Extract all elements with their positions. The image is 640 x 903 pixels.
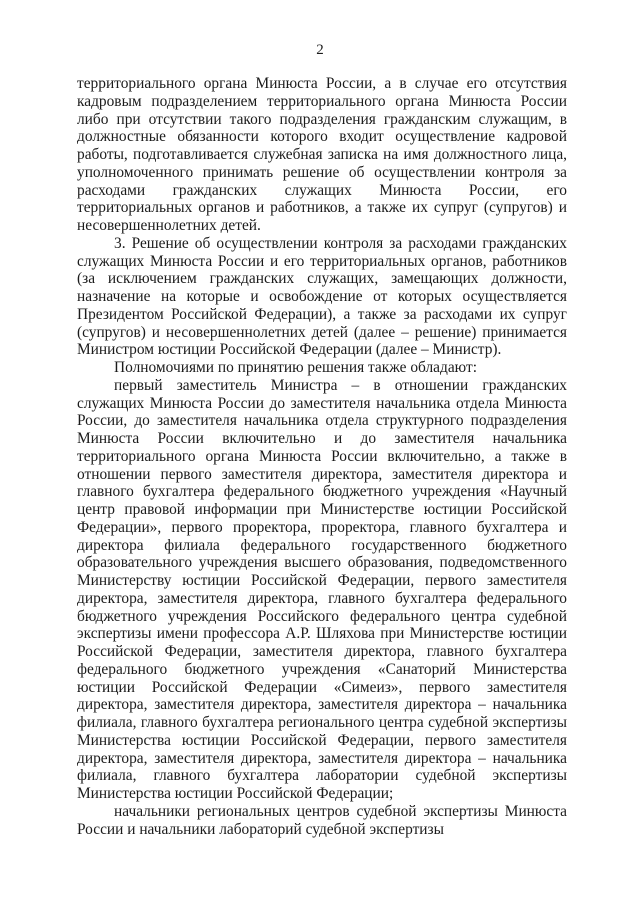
paragraph-first-deputy: первый заместитель Министра – в отношении гражданских служащих Минюста России до заместителя начальника отдела Минюста России, до заместителя начальника отдела структурного подразделения Минюста России включительно и до заместителя начальника территориального органа Минюста России включительно, а также в отношении первого заместителя директора, заместителя директора и главного бухгалтера федерального бюджетного учреждения «Научный центр правовой информации при Министерстве юстиции Российской Федерации», первого проректора, проректора, главного бухгалтера и директора филиала федерального государственного бюджетного образовательного учреждения высшего образования, подведомственного Министерству юстиции Российской Федерации, первого заместителя директора, заместителя директора, главного бухгалтера федерального бюджетного учреждения Российского федерального центра судебной экспертизы имени профессора А.Р. Шляхова при Министерстве юстиции Российской Федерации, заместителя директора, главного бухгалтера федерального бюджетного учреждения «Санаторий Министерства юстиции Российской Федерации «Симеиз», первого заместителя директора, заместителя директора, заместителя директора – начальника филиала, главного бухгалтера регионального центра судебной экспертизы Министерства юстиции Российской Федерации, первого заместителя директора, заместителя директора, заместителя директора – начальника филиала, главного бухгалтера лаборатории судебной экспертизы Министерства юстиции Российской Федерации; (77, 376, 567, 802)
document-body (77, 75, 567, 838)
paragraph-regional-heads: начальники региональных центров судебной экспертизы Минюста России и начальники лабораторий судебной экспертизы (77, 802, 567, 838)
paragraph-continuation: территориального органа Минюста России, а в случае его отсутствия кадровым подразделением территориального органа Минюста России либо при отсутствии такого подразделения гражданским служащим, в должностные обязанности которого входит осуществление кадровой работы, подготавливается служебная записка на имя должностного лица, уполномоченного принимать решение об осуществлении контроля за расходами гражданских служащих Минюста России, его территориальных органов и работников, а также их супруг (супругов) и несовершеннолетних детей. (77, 75, 567, 234)
paragraph-item-3: 3. Решение об осуществлении контроля за расходами гражданских служащих Минюста России и его территориальных органов, работников (за исключением гражданских служащих, замещающих должности, назначение на которые и освобождение от которых осуществляется Президентом Российской Федерации), а также за расходами их супруг (супругов) и несовершеннолетних детей (далее – решение) принимается Министром юстиции Российской Федерации (далее – Министр). (77, 234, 567, 359)
paragraph-powers-intro: Полномочиями по принятию решения также обладают: (114, 359, 477, 376)
page-number: 2 (316, 42, 324, 58)
